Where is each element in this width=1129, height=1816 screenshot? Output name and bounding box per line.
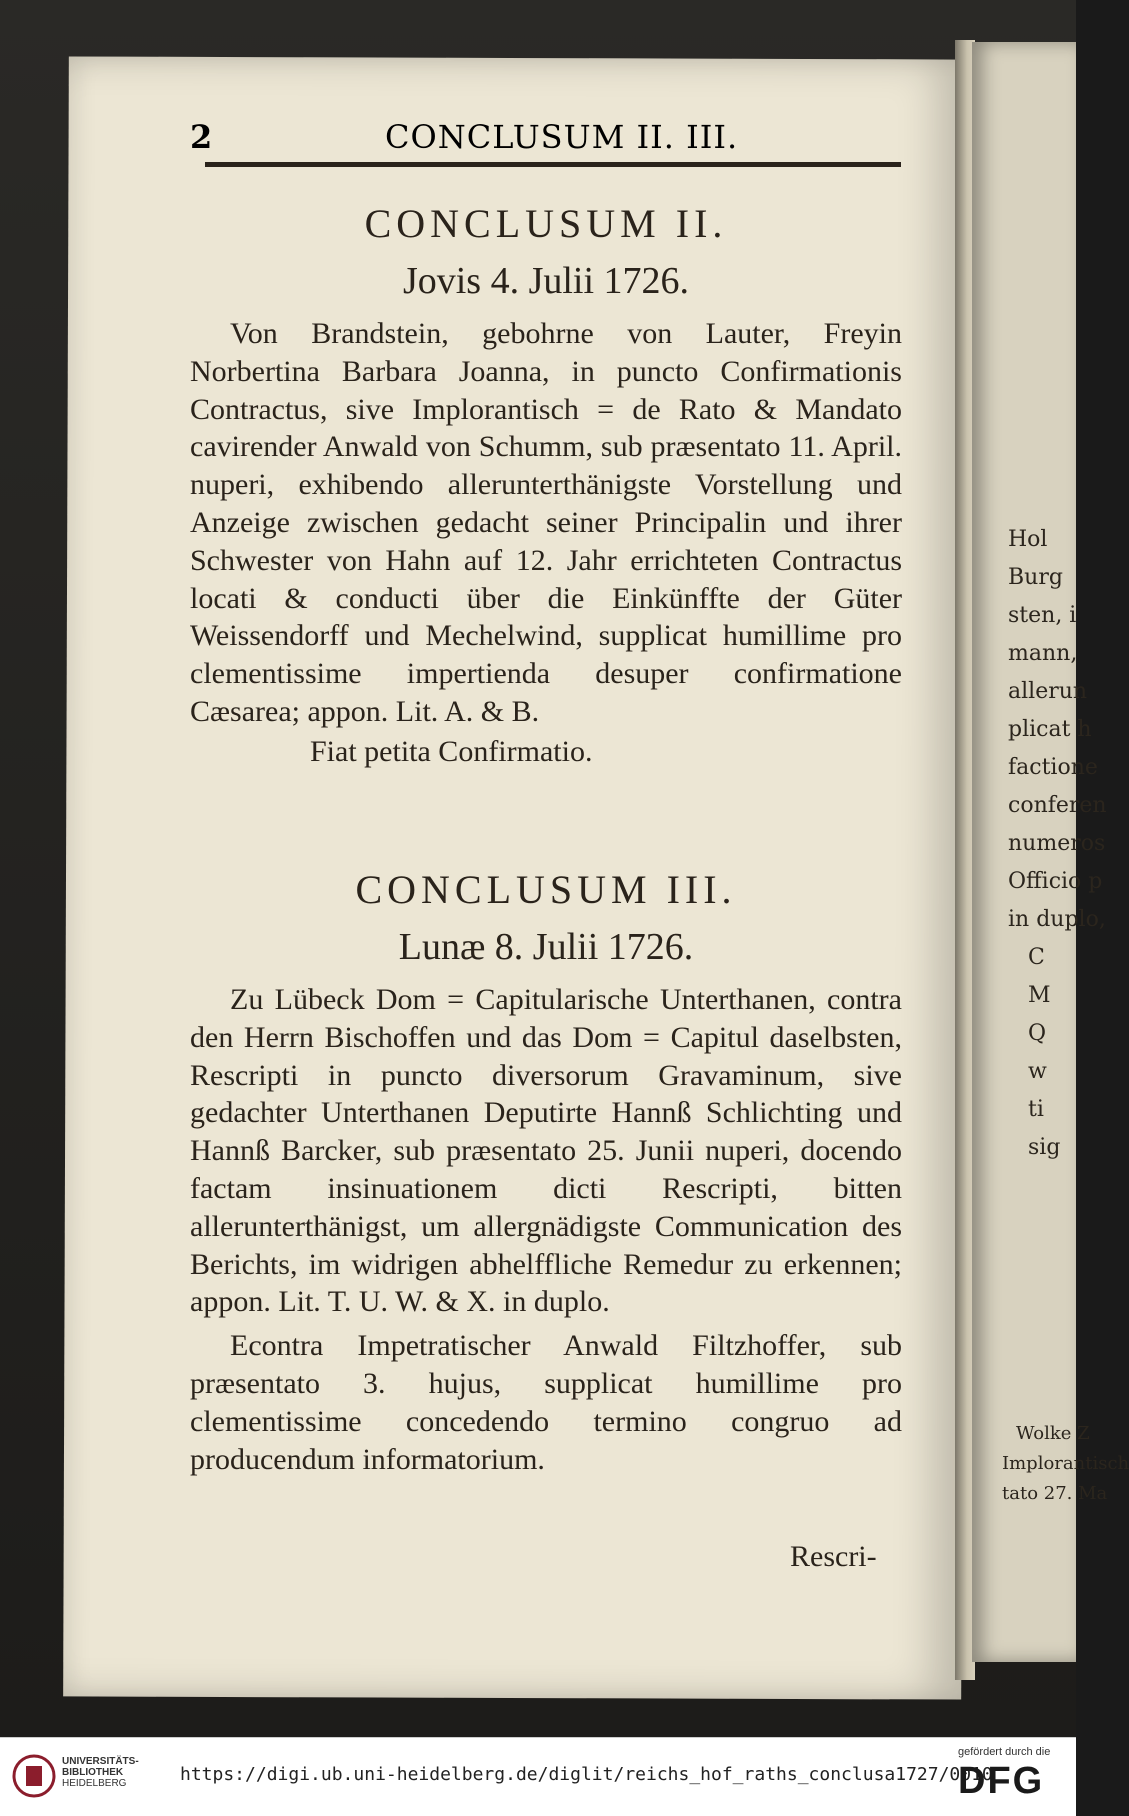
facing-line: Officio p — [1008, 869, 1103, 894]
facing-line: Implorantisch — [1002, 1453, 1129, 1474]
section-heading: CONCLUSUM III. — [355, 867, 737, 912]
running-head-title: CONCLUSUM II. III. — [385, 118, 739, 156]
facing-line: mann, — [1008, 641, 1078, 666]
facing-line: C — [1028, 945, 1045, 970]
section-ii — [190, 200, 902, 769]
section-resolution: Fiat petita Confirmatio. — [310, 734, 593, 768]
viewer-footer — [0, 1737, 1076, 1816]
university-seal-icon — [12, 1752, 56, 1800]
institution-name: UNIVERSITÄTS- BIBLIOTHEK HEIDELBERG — [62, 1756, 139, 1789]
section-contra: Econtra Impetratischer Anwald Filtzhoffer, sub præsentato 3. hujus, supplicat humillime pro clementissime concedendo termino congruo ad producendum informatorium. — [190, 1329, 902, 1476]
section-body: Von Brandstein, gebohrne von Lauter, Freyin Norbertina Barbara Joanna, in puncto Confirmationis Contractus, sive Implorantisch = de Rato & Mandato cavirender Anwald von Schumm, sub præsentato 11. April. nuperi, exhibendo allerunterthänigste Vorstellung und Anzeige zwischen gedacht seiner Principalin und ihrer Schwester von Hahn auf 12. Jahr errichteten Contractus locati & conducti über die Einkünffte der Güter Weissendorff und Mechelwind, supplicat humillime pro clementissime impertienda desuper confirmatione Cæsarea; appon. Lit. A. & B. — [190, 317, 902, 728]
facing-line: M — [1028, 983, 1051, 1008]
facing-line: factione — [1008, 755, 1098, 780]
permalink[interactable]: https://digi.ub.uni-heidelberg.de/diglit/reichs_hof_raths_conclusa1727/0010 — [180, 1764, 993, 1785]
facing-line: ti — [1028, 1097, 1044, 1122]
running-head — [190, 114, 900, 162]
page-number: 2 — [190, 118, 213, 156]
facing-line: Burg — [1008, 565, 1063, 590]
facing-line: Q — [1028, 1021, 1047, 1046]
facing-line: Wolke Z — [1016, 1423, 1090, 1444]
facing-page-fragment — [972, 42, 1129, 1662]
facing-line: Hol — [1008, 527, 1048, 552]
head-rule — [205, 162, 901, 167]
section-date: Lunæ 8. Julii 1726. — [398, 926, 694, 968]
section-heading: CONCLUSUM II. — [364, 201, 728, 246]
facing-line: sig — [1028, 1135, 1061, 1160]
facing-line: numeros — [1008, 831, 1106, 856]
dfg-logo: DFG — [958, 1760, 1045, 1802]
facing-line: plicat h — [1008, 717, 1092, 742]
facing-line: allerun — [1008, 679, 1088, 704]
facing-line: w — [1028, 1059, 1047, 1084]
section-date: Jovis 4. Julii 1726. — [402, 260, 690, 302]
section-body: Zu Lübeck Dom = Capitularische Unterthanen, contra den Herrn Bischoffen und das Dom = Capitul daselbsten, Rescripti in puncto diversorum Gravaminum, sive gedachter Unterthanen Deputirte Hannß Schlichting und Hannß Barcker, sub præsentato 25. Junii nuperi, docendo factam insinuationem dicti Rescripti, bitten allerunterthänigst, um allergnädigste Communication des Berichts, im widrigen abhelffliche Remedur zu erkennen; appon. Lit. T. U. W. & X. in duplo. — [190, 983, 902, 1319]
facing-line: tato 27. Ma — [1002, 1483, 1108, 1504]
facing-line: in duplo, — [1008, 907, 1106, 932]
funded-by-label: gefördert durch die — [958, 1746, 1051, 1758]
facing-line: conferen — [1008, 793, 1107, 818]
facing-line: sten, i — [1008, 603, 1077, 628]
section-iii — [190, 866, 902, 1478]
catchword: Rescri- — [790, 1540, 877, 1573]
